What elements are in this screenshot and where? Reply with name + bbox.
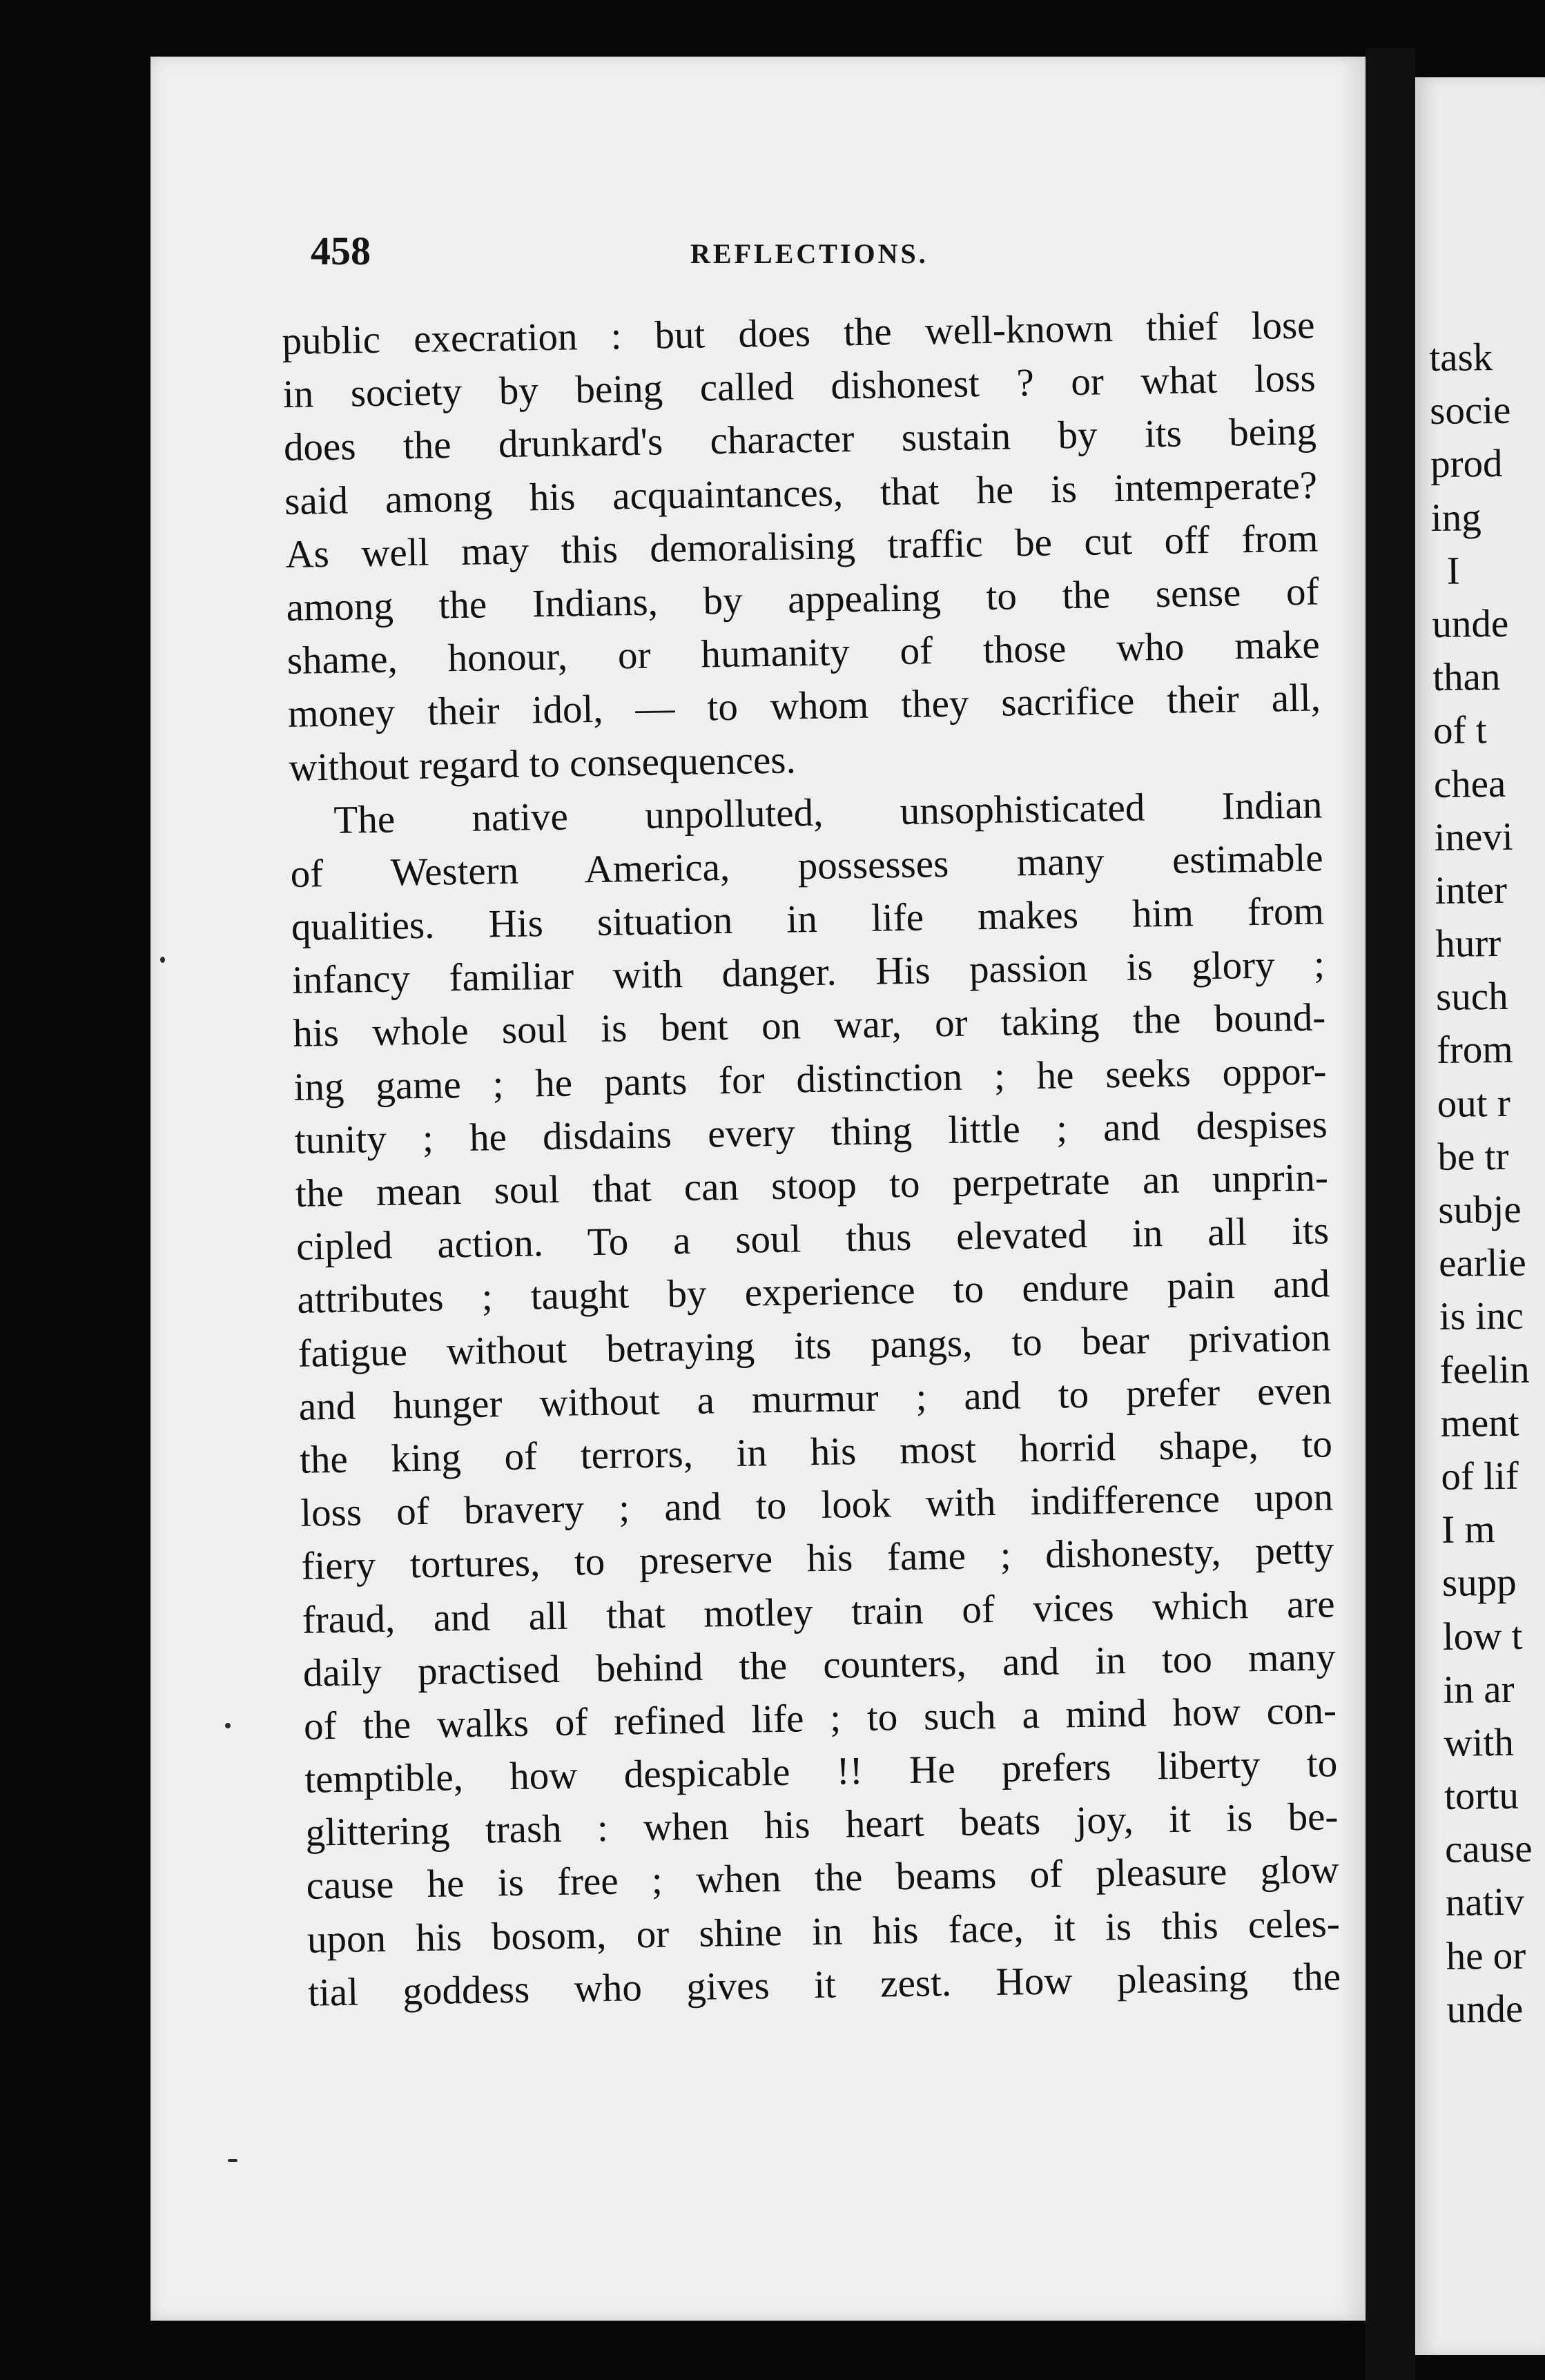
facing-line-fragment: earlie [1438, 1240, 1527, 1286]
ink-speck [228, 2159, 237, 2162]
text-line: ing game ; he pants for distinction ; he seeks oppor- [293, 1048, 1327, 1109]
facing-line-fragment: of t [1432, 708, 1487, 753]
facing-line-fragment: task [1429, 335, 1493, 380]
text-line: tial goddess who gives it zest. How pleasing the [307, 1955, 1341, 2015]
running-head [311, 228, 1312, 283]
text-line: attributes ; taught by experience to endure pain and [296, 1262, 1330, 1323]
facing-line-fragment: such [1435, 975, 1508, 1020]
text-line: public execration : but does the well-known thief lose [282, 303, 1315, 363]
page-number: 458 [311, 228, 371, 273]
text-line: cause he is free ; when the beams of pleasure glow [306, 1848, 1340, 1909]
text-line: fiery tortures, to preserve his fame ; dishonesty, petty [300, 1528, 1334, 1589]
text-line: of the walks of refined life ; to such a mind how con- [303, 1688, 1337, 1748]
text-line: cipled action. To a soul thus elevated in all its [295, 1209, 1330, 1269]
text-line: his whole soul is bent on war, or taking the bound- [292, 995, 1326, 1056]
facing-line-fragment: unde [1446, 1987, 1524, 2031]
facing-line-fragment: unde [1432, 601, 1509, 646]
running-title: REFLECTIONS. [690, 238, 929, 269]
facing-line-fragment: be tr [1437, 1134, 1509, 1179]
facing-line-fragment: nativ [1445, 1880, 1525, 1925]
facing-line-fragment: subje [1438, 1187, 1522, 1232]
text-line: temptible, how despicable !! He prefers liberty to [304, 1742, 1338, 1802]
text-line: tunity ; he disdains every thing little ; and despises [294, 1102, 1328, 1162]
text-line: infancy familiar with danger. His passion is glory ; [291, 942, 1325, 1003]
text-line: As well may this demoralising traffic be cut off from [284, 516, 1319, 576]
facing-line-fragment: cause [1444, 1826, 1533, 1872]
text-line: the king of terrors, in his most horrid shape, to [299, 1422, 1333, 1482]
facing-line-fragment: inter [1435, 868, 1508, 913]
text-line: shame, honour, or humanity of those who make [286, 623, 1321, 683]
text-line: in society by being called dishonest ? or what loss [282, 356, 1316, 417]
text-line: fraud, and all that motley train of vices which are [302, 1581, 1336, 1642]
facing-line-fragment: out r [1437, 1081, 1511, 1126]
facing-line-fragment: in ar [1443, 1667, 1515, 1712]
text-line: qualities. His situation in life makes him from [291, 889, 1325, 949]
text-line: among the Indians, by appealing to the sense of [286, 569, 1319, 630]
facing-line-fragment: socie [1429, 388, 1511, 433]
facing-line-fragment: chea [1433, 761, 1506, 806]
facing-line-fragment: than [1432, 655, 1501, 700]
facing-line-fragment: prod [1430, 442, 1503, 487]
paragraph-start-line: The native unpolluted, unsophisticated Indian [333, 783, 1323, 842]
ink-speck [225, 1723, 231, 1728]
facing-line-fragment: hurr [1435, 921, 1502, 966]
facing-line-fragment: low t [1442, 1614, 1523, 1659]
ink-speck [160, 957, 165, 963]
text-line: glittering trash : when his heart beats joy, it is be- [305, 1795, 1339, 1855]
text-line: daily practised behind the counters, and in too many [302, 1635, 1337, 1695]
facing-line-fragment: with [1444, 1720, 1515, 1765]
facing-line-fragment: inevi [1434, 815, 1513, 859]
facing-line-fragment: of lif [1441, 1454, 1519, 1499]
text-line: and hunger without a murmur ; and to prefer even [298, 1369, 1332, 1429]
text-line: loss of bravery ; and to look with indifference upon [300, 1475, 1334, 1535]
facing-line-fragment: ment [1440, 1401, 1519, 1445]
facing-line-fragment: is inc [1439, 1294, 1524, 1339]
facing-line-fragment: he or [1446, 1933, 1526, 1978]
text-line: does the drunkard's character sustain by its being [283, 409, 1317, 470]
facing-line-fragment: supp [1441, 1561, 1517, 1606]
facing-page-text [1429, 330, 1545, 2036]
book-gutter [1366, 48, 1415, 2380]
text-line: said among his acquaintances, that he is intemperate? [284, 463, 1318, 523]
text-line: of Western America, possesses many estimable [290, 836, 1324, 896]
facing-line-fragment: I [1446, 549, 1460, 593]
paragraph-end-line: without regard to consequences. [288, 737, 797, 790]
facing-line-fragment: I m [1441, 1508, 1496, 1552]
text-line: fatigue without betraying its pangs, to bear privation [298, 1315, 1331, 1376]
facing-line-fragment: from [1436, 1028, 1514, 1073]
facing-line-fragment: tortu [1444, 1773, 1519, 1818]
facing-line-fragment: ing [1430, 495, 1481, 540]
text-line: the mean soul that can stoop to perpetrate an unprin- [295, 1155, 1329, 1216]
text-line: upon his bosom, or shine in his face, it is this celes- [307, 1901, 1341, 1962]
text-line: money their idol, — to whom they sacrifice their all, [287, 676, 1321, 737]
body-text [282, 299, 1341, 2020]
facing-line-fragment: feelin [1439, 1347, 1530, 1392]
